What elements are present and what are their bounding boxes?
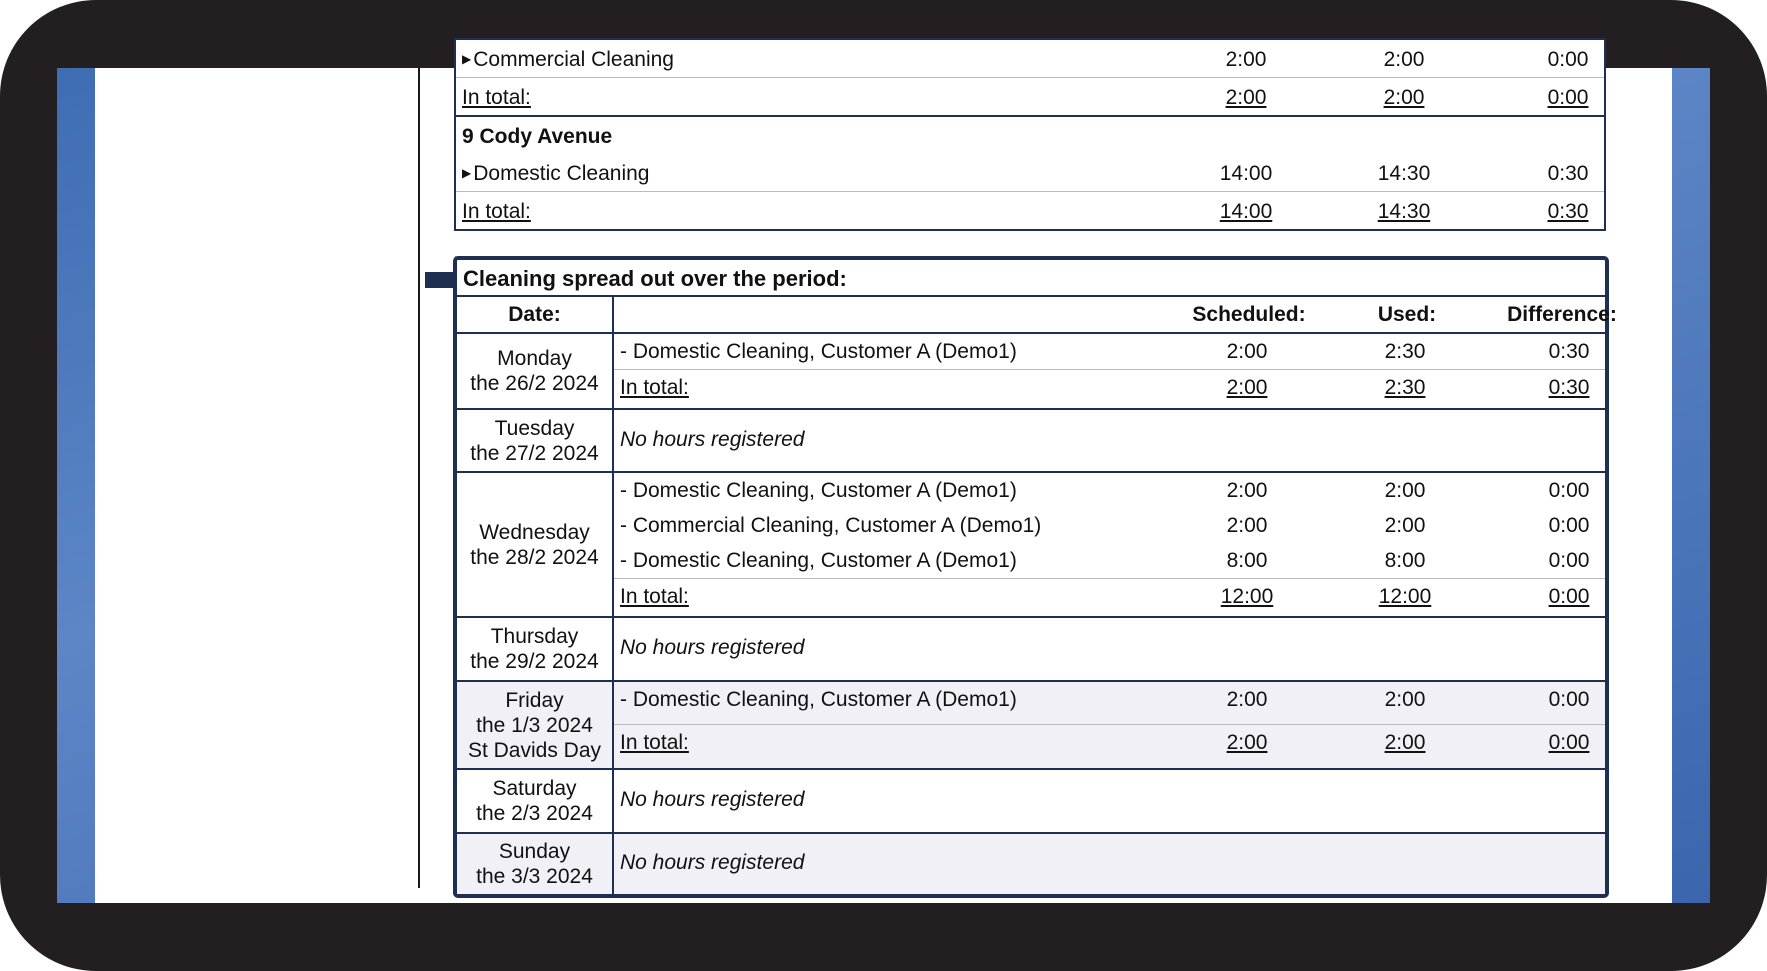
day-line1: Monday — [497, 347, 572, 370]
day-line2: the 28/2 2024 — [470, 545, 599, 569]
day-line2: the 1/3 2024 — [476, 713, 593, 737]
total-used[interactable]: 2:00 — [1383, 86, 1425, 109]
day-row — [457, 410, 1605, 473]
day-row — [457, 770, 1605, 834]
day-entries — [614, 834, 1605, 894]
day-line1: Wednesday — [479, 520, 590, 544]
total-difference[interactable]: 0:00 — [1547, 86, 1589, 109]
total-used[interactable]: 2:00 — [1384, 731, 1426, 754]
no-hours-text: No hours registered — [620, 428, 805, 451]
day-line2: the 27/2 2024 — [470, 441, 599, 465]
day-date-cell — [457, 410, 614, 471]
entry-scheduled: 2:00 — [1226, 514, 1268, 537]
day-entries — [614, 334, 1605, 408]
used-value: 2:00 — [1383, 48, 1425, 71]
header-difference: Difference: — [1507, 303, 1617, 326]
table-row — [456, 40, 1604, 77]
total-scheduled[interactable]: 2:00 — [1226, 731, 1268, 754]
entry-scheduled: 2:00 — [1226, 688, 1268, 711]
entry-label: - Domestic Cleaning, Customer A (Demo1) — [620, 340, 1017, 363]
total-scheduled[interactable]: 2:00 — [1225, 86, 1267, 109]
header-scheduled: Scheduled: — [1192, 303, 1306, 326]
day-line3: St Davids Day — [467, 738, 602, 762]
day-row — [457, 618, 1605, 682]
address-summary-table — [454, 38, 1606, 231]
table-row[interactable] — [456, 154, 1604, 191]
day-entries — [614, 770, 1605, 832]
day-row — [457, 834, 1605, 894]
total-used[interactable]: 14:30 — [1377, 200, 1431, 223]
caret-right-icon[interactable]: ▶ — [462, 166, 472, 180]
no-hours-text: No hours registered — [620, 851, 805, 874]
entry-scheduled: 8:00 — [1226, 549, 1268, 572]
entry-scheduled: 2:00 — [1226, 479, 1268, 502]
cleaning-spread-table — [453, 256, 1617, 898]
entry-used: 2:00 — [1384, 688, 1426, 711]
total-scheduled[interactable]: 2:00 — [1226, 376, 1268, 399]
service-label: Commercial Cleaning — [473, 48, 674, 71]
total-used[interactable]: 2:30 — [1384, 376, 1426, 399]
scheduled-value: 14:00 — [1219, 162, 1273, 185]
service-label: Domestic Cleaning — [473, 162, 650, 185]
day-line1: Sunday — [498, 840, 571, 863]
day-line2: the 29/2 2024 — [470, 650, 599, 673]
day-entries — [614, 682, 1605, 768]
day-line1: Saturday — [492, 777, 577, 800]
day-date-cell — [457, 834, 614, 894]
day-date-cell — [457, 473, 614, 616]
day-entries — [614, 618, 1605, 680]
day-date-cell — [457, 618, 614, 680]
day-date-cell — [457, 682, 614, 768]
total-row — [614, 724, 1605, 768]
entry-difference: 0:00 — [1548, 549, 1590, 572]
total-link[interactable]: In total: — [462, 200, 531, 223]
day-row — [457, 682, 1605, 770]
total-difference[interactable]: 0:00 — [1548, 731, 1590, 754]
no-hours-row — [614, 410, 1605, 471]
day-line2: the 2/3 2024 — [476, 802, 593, 825]
total-scheduled[interactable]: 12:00 — [1220, 585, 1274, 608]
day-line1: Friday — [505, 688, 564, 712]
total-row — [614, 369, 1605, 408]
total-difference[interactable]: 0:30 — [1547, 200, 1589, 223]
address-heading: 9 Cody Avenue — [462, 125, 613, 148]
no-hours-text: No hours registered — [620, 636, 805, 659]
day-line2: the 3/3 2024 — [476, 865, 593, 888]
table-header — [457, 297, 1617, 334]
total-row — [456, 77, 1604, 117]
total-row — [456, 191, 1604, 229]
caret-right-icon: ▶ — [462, 52, 472, 66]
entry-label: - Domestic Cleaning, Customer A (Demo1) — [620, 688, 1017, 711]
entry-used: 8:00 — [1384, 549, 1426, 572]
total-row — [614, 578, 1605, 616]
day-line1: Thursday — [490, 625, 579, 648]
header-divider — [612, 297, 614, 332]
day-line2: the 26/2 2024 — [470, 372, 599, 395]
entry-row — [614, 334, 1605, 369]
table-title: Cleaning spread out over the period: — [457, 260, 1605, 297]
entry-difference: 0:00 — [1548, 688, 1590, 711]
total-used[interactable]: 12:00 — [1378, 585, 1432, 608]
scheduled-value: 2:00 — [1225, 48, 1267, 71]
column-divider — [418, 68, 420, 888]
used-value: 14:30 — [1377, 162, 1431, 185]
header-used: Used: — [1377, 303, 1437, 326]
total-difference[interactable]: 0:30 — [1548, 376, 1590, 399]
total-link[interactable]: In total: — [620, 585, 689, 608]
entry-row — [614, 543, 1605, 578]
total-link[interactable]: In total: — [620, 376, 689, 399]
no-hours-text: No hours registered — [620, 788, 805, 811]
day-list — [457, 334, 1605, 894]
entry-used: 2:30 — [1384, 340, 1426, 363]
no-hours-row — [614, 618, 1605, 680]
day-row — [457, 473, 1605, 618]
day-line1: Tuesday — [494, 416, 575, 440]
day-date-cell — [457, 334, 614, 408]
total-link[interactable]: In total: — [620, 731, 689, 754]
total-difference[interactable]: 0:00 — [1548, 585, 1590, 608]
entry-label: - Domestic Cleaning, Customer A (Demo1) — [620, 549, 1017, 572]
day-date-cell — [457, 770, 614, 832]
entry-used: 2:00 — [1384, 479, 1426, 502]
difference-value: 0:00 — [1547, 48, 1589, 71]
entry-row — [614, 682, 1605, 724]
day-row — [457, 334, 1605, 410]
day-entries — [614, 410, 1605, 471]
report-page — [95, 48, 1672, 903]
entry-label: - Commercial Cleaning, Customer A (Demo1) — [620, 514, 1042, 537]
address-row — [456, 117, 1604, 154]
desktop-background — [57, 48, 1710, 903]
entry-used: 2:00 — [1384, 514, 1426, 537]
entry-label: - Domestic Cleaning, Customer A (Demo1) — [620, 479, 1017, 502]
total-link[interactable]: In total: — [462, 86, 531, 109]
no-hours-row — [614, 770, 1605, 832]
total-scheduled[interactable]: 14:00 — [1219, 200, 1273, 223]
entry-difference: 0:00 — [1548, 514, 1590, 537]
no-hours-row — [614, 834, 1605, 894]
header-date: Date: — [508, 303, 561, 326]
difference-value: 0:30 — [1547, 162, 1589, 185]
entry-difference: 0:00 — [1548, 479, 1590, 502]
entry-row — [614, 473, 1605, 508]
day-entries — [614, 473, 1605, 616]
entry-scheduled: 2:00 — [1226, 340, 1268, 363]
entry-row — [614, 508, 1605, 543]
entry-difference: 0:30 — [1548, 340, 1590, 363]
